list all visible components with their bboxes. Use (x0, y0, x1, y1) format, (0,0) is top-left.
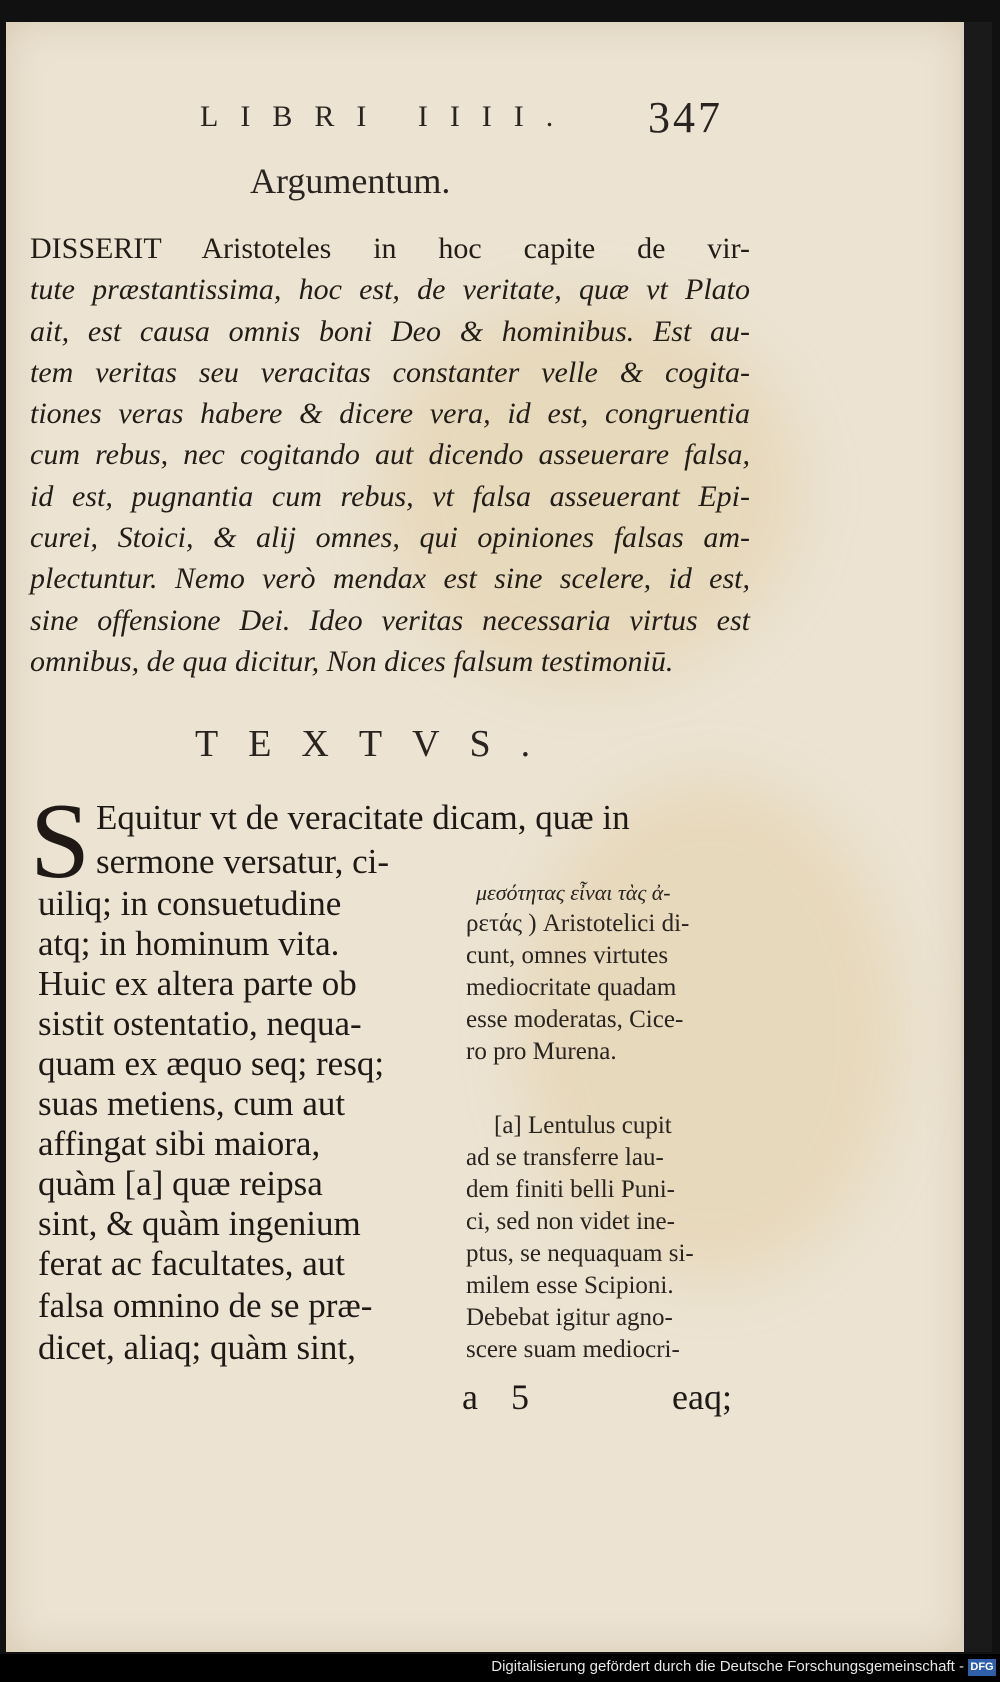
marginal-note-line: milem esse Scipioni. (466, 1272, 674, 1299)
dfg-logo-icon: DFG (968, 1659, 996, 1676)
drop-cap: S (30, 782, 91, 901)
main-text-line: dicet, aliaq; quàm sint, (38, 1328, 356, 1367)
main-text-line: uiliq; in consuetudine (38, 884, 342, 923)
argumentum-line: omnibus, de qua dicitur, Non dices falsum testimoniū. (30, 644, 674, 678)
main-text-line: Huic ex altera parte ob (38, 964, 357, 1003)
marginal-note-line: ρετάς ) Aristotelici di- (466, 910, 690, 937)
argumentum-line: tute præstantissima, hoc est, de veritate, quæ vt Plato (30, 273, 750, 307)
marginal-note-line: ptus, se nequaquam si- (466, 1240, 694, 1267)
marginal-note-line: cunt, omnes virtutes (466, 942, 669, 969)
marginal-note-line: ad se transferre lau- (466, 1144, 664, 1171)
main-text-line: sistit ostentatio, nequa- (38, 1004, 362, 1043)
argumentum-line: curei, Stoici, & alij omnes, qui opiniones falsas am- (30, 521, 750, 555)
argumentum-line: plectuntur. Nemo verò mendax est sine scelere, id est, (30, 562, 750, 596)
running-title: LIBRI IIII. (200, 100, 576, 133)
argumentum-line: sine offensione Dei. Ideo veritas necessaria virtus est (30, 603, 750, 637)
marginal-note-line: [a] Lentulus cupit (494, 1112, 672, 1139)
argumentum-line: cum rebus, nec cogitando aut dicendo asseuerare falsa, (30, 438, 750, 472)
main-text-line: falsa omnino de se præ- (38, 1286, 373, 1325)
marginal-note-line: ci, sed non videt ine- (466, 1208, 675, 1235)
marginal-note-line: scere suam mediocri- (466, 1336, 680, 1363)
marginal-note-line: μεσότητας εἶναι τὰς ἀ- (476, 880, 671, 905)
main-text-line: suas metiens, cum aut (38, 1084, 346, 1123)
marginal-note-line: Debebat igitur agno- (466, 1304, 673, 1331)
scan-border (964, 22, 992, 1652)
argumentum-line: DISSERIT Aristoteles in hoc capite de vir- (30, 232, 750, 265)
marginal-note-line: mediocritate quadam (466, 974, 677, 1001)
attribution-bar (0, 1654, 1000, 1682)
page-number: 347 (648, 93, 723, 142)
catchword: eaq; (672, 1377, 732, 1417)
main-text-line: quàm [a] quæ reipsa (38, 1164, 323, 1203)
argumentum-line: ait, est causa omnis boni Deo & hominibus. Est au- (30, 314, 750, 348)
argumentum-title: Argumentum. (250, 161, 451, 201)
main-text-first-line: Equitur vt de veracitate dicam, quæ in (96, 798, 630, 837)
main-text-line: sermone versatur, ci- (96, 842, 390, 881)
main-text-line: sint, & quàm ingenium (38, 1204, 361, 1243)
marginal-note-line: esse moderatas, Cice- (466, 1006, 684, 1033)
argumentum-line: tiones veras habere & dicere vera, id est, congruentia (30, 397, 750, 431)
argumentum-line: tem veritas seu veracitas constanter velle & cogita- (30, 355, 750, 389)
marginal-note-line: ro pro Murena. (466, 1038, 617, 1065)
main-text-line: affingat sibi maiora, (38, 1124, 321, 1163)
argumentum-body (30, 228, 750, 682)
argumentum-line: id est, pugnantia cum rebus, vt falsa asseuerant Epi- (30, 479, 750, 513)
main-text-line: atq; in hominum vita. (38, 924, 340, 963)
main-text-line: quam ex æquo seq; resq; (38, 1044, 385, 1083)
marginal-note-line: dem finiti belli Puni- (466, 1176, 676, 1203)
textus-heading: TEXTVS. (195, 723, 561, 765)
signature-mark: a 5 (462, 1377, 529, 1417)
main-text-line: ferat ac facultates, aut (38, 1244, 346, 1283)
attribution-text: Digitalisierung gefördert durch die Deutsche Forschungsgemeinschaft - (491, 1658, 964, 1675)
